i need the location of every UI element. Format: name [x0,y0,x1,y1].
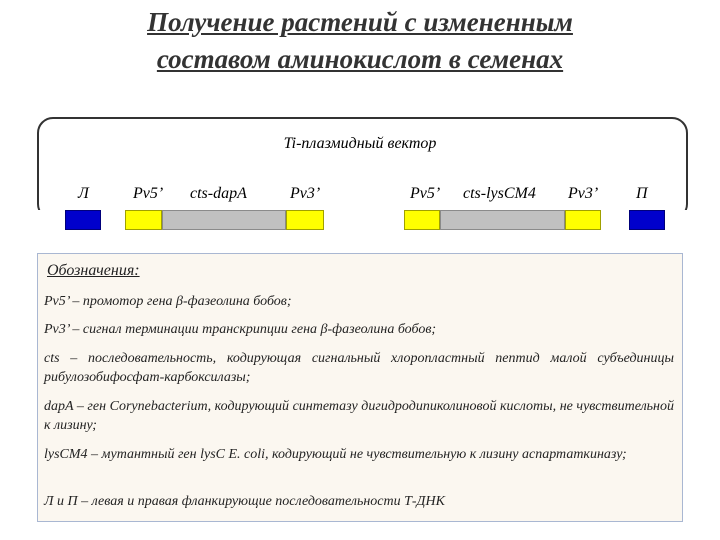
box-right-flank [629,210,665,230]
label-right-flank: П [636,185,648,202]
legend-item-pv5: Pv5’ – промотор гена β-фазеолина бобов; [44,294,292,309]
title-line-2: составом аминокислот в семенах [156,44,564,74]
box-pv5-2 [404,210,440,230]
vector-label: Ti-плазмидный вектор [283,135,437,152]
box-cts-dapa [162,210,286,230]
label-cts-lyscm4: cts-lysCM4 [463,185,536,202]
legend-item-cts: cts – последовательность, кодирующая сигнальный хлоропластный пептид малой субъединицы рибулозобифосфат-карбоксилазы; [44,351,674,385]
box-pv3-1 [286,210,324,230]
legend-item-pv3: Pv3’ – сигнал терминации транскрипции гена β-фазеолина бобов; [44,322,437,337]
box-pv5-1 [125,210,162,230]
label-pv3-2: Pv3’ [568,185,599,202]
slide-title [0,4,720,78]
box-left-flank [65,210,101,230]
title-line-1: Получение растений с измененным [147,7,573,37]
label-left-flank: Л [78,185,89,202]
box-cts-lyscm4 [440,210,565,230]
label-pv3-1: Pv3’ [290,185,321,202]
box-pv3-2 [565,210,601,230]
legend-item-flanks: Л и П – левая и правая фланкирующие последовательности Т-ДНК [44,494,445,509]
label-pv5-2: Pv5’ [410,185,441,202]
legend-item-dapa: dapA – ген Corynebacterium, кодирующий синтетазу дигидродипиколиновой кислоты, не чувствительной к лизину; [44,399,674,433]
legend-item-lyscm4: lysCM4 – мутантный ген lysC E. coli, кодирующий не чувствительную к лизину аспартаткиназу; [44,447,627,462]
legend-title: Обозначения: [47,262,140,279]
label-cts-dapa: cts-dapA [190,185,247,202]
label-pv5-1: Pv5’ [133,185,164,202]
vector-frame [37,117,688,220]
